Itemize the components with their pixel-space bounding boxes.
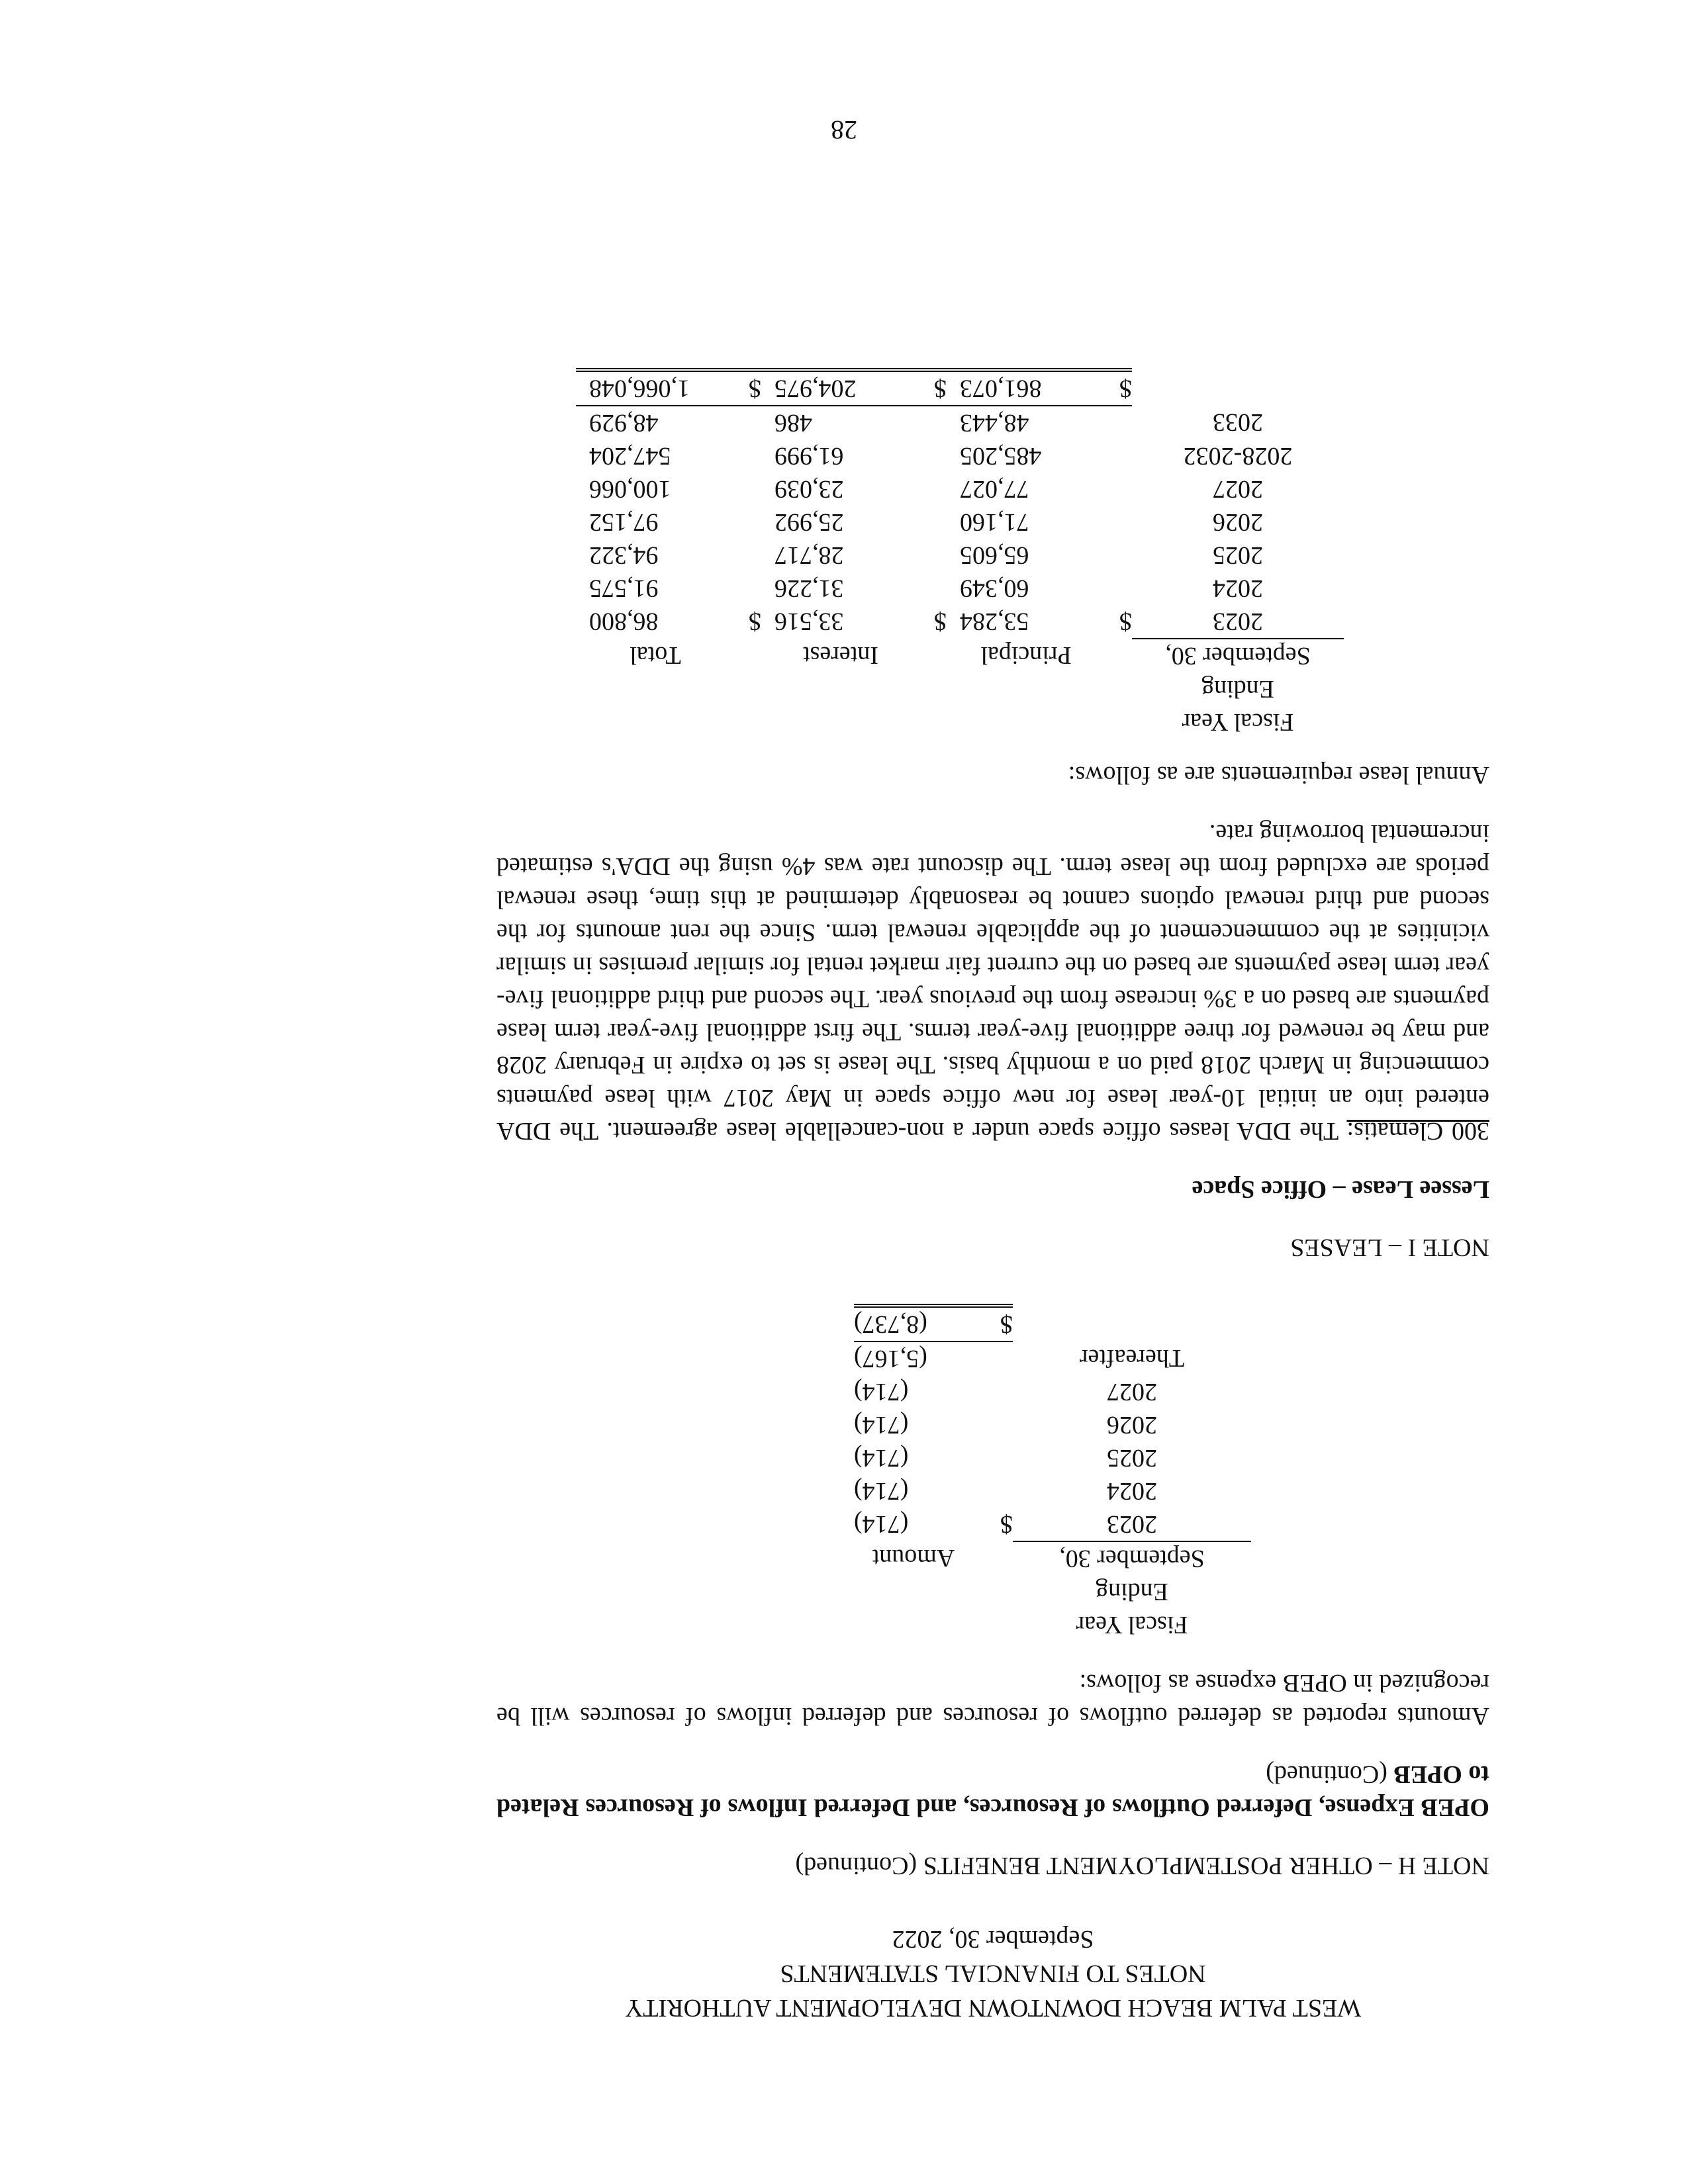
currency-symbol: $ <box>934 608 947 636</box>
lease-interest: 28,717 <box>774 541 844 569</box>
table-row <box>576 473 1344 506</box>
organization-name: WEST PALM BEACH DOWNTOWN DEVELOPMENT AUTHORITY <box>624 1994 1362 2022</box>
opeb-amount: (714) <box>854 1411 909 1439</box>
note-h-title: NOTE H – OTHER POSTEMPLOYMENT BENEFITS (Continued) <box>795 1852 1489 1880</box>
opeb-year: 2025 <box>1107 1444 1157 1472</box>
lease-interest: 486 <box>774 409 812 437</box>
opeb-header-fiscal-year: Fiscal Year <box>1076 1611 1188 1639</box>
table-total-row <box>854 1306 1251 1342</box>
lease-year: 2025 <box>1213 541 1263 569</box>
lease-total: 100,066 <box>589 475 671 503</box>
table-row <box>576 572 1344 605</box>
lease-header-fiscal-year: Fiscal Year <box>1182 708 1294 736</box>
opeb-amount: (714) <box>854 1444 909 1472</box>
table-total-row <box>576 370 1344 406</box>
opeb-header-amount: Amount <box>872 1544 955 1572</box>
lease-header-interest: Interest <box>803 641 878 670</box>
opeb-amount: (714) <box>854 1477 909 1505</box>
lease-principal-total: 861,073 <box>947 370 1092 406</box>
note-i-paragraph-2: Annual lease requirements are as follows: <box>1068 761 1489 789</box>
opeb-total: (8,737) <box>854 1306 973 1342</box>
table-row <box>576 539 1344 572</box>
table-row <box>576 605 1344 639</box>
lease-interest: 25,992 <box>774 508 844 536</box>
table-row <box>854 1375 1251 1408</box>
lease-year: 2023 <box>1213 608 1263 635</box>
opeb-header-ending: Ending <box>1096 1578 1168 1606</box>
currency-symbol: $ <box>1000 1510 1013 1539</box>
table-row <box>854 1408 1251 1441</box>
lease-table <box>576 368 1344 739</box>
currency-symbol: $ <box>1092 370 1132 406</box>
currency-symbol: $ <box>907 370 947 406</box>
lease-principal: 65,605 <box>960 541 1029 569</box>
opeb-amount: (714) <box>854 1510 909 1539</box>
lease-principal: 77,027 <box>960 475 1029 503</box>
lease-total: 94,322 <box>589 541 659 569</box>
lease-interest: 23,039 <box>774 475 844 503</box>
table-row <box>576 406 1344 439</box>
lease-total: 97,152 <box>589 508 659 536</box>
lease-total: 91,575 <box>589 574 659 602</box>
note-h-subheading-text: OPEB Expense, Deferred Outflows of Resources, and Deferred Inflows of Resources Related to OPEB <box>496 1760 1489 1821</box>
note-i-paragraph-label: 300 Clematis: <box>1346 1117 1489 1145</box>
note-h-subheading <box>496 1758 1489 1824</box>
page-number: 28 <box>831 115 857 145</box>
table-row <box>854 1342 1251 1375</box>
lease-year: 2027 <box>1213 475 1263 503</box>
lease-principal: 71,160 <box>960 508 1029 536</box>
note-h-paragraph: Amounts reported as deferred outflows of resources and deferred inflows of resources will be recognized in OPEB expense as follows: <box>496 1669 1489 1730</box>
lease-interest: 33,516 <box>774 608 844 636</box>
lease-header-principal: Principal <box>980 641 1072 670</box>
lease-principal: 48,443 <box>960 409 1029 437</box>
note-i-subheading: Lessee Lease – Office Space <box>1192 1175 1489 1203</box>
lease-principal: 60,349 <box>960 574 1029 602</box>
lease-principal: 485,205 <box>960 442 1042 470</box>
note-h-subheading-suffix: (Continued) <box>1266 1760 1387 1788</box>
opeb-year: 2023 <box>1107 1510 1157 1538</box>
page-content <box>496 368 1489 2025</box>
lease-principal: 53,284 <box>960 608 1029 636</box>
opeb-header-september: September 30, <box>1013 1541 1251 1575</box>
lease-total: 547,204 <box>589 442 671 470</box>
lease-interest-total: 204,975 <box>761 370 907 406</box>
statement-title: NOTES TO FINANCIAL STATEMENTS <box>780 1960 1206 1987</box>
currency-symbol: $ <box>1119 608 1132 636</box>
opeb-year: Thereafter <box>1079 1344 1185 1373</box>
currency-symbol: $ <box>749 608 761 636</box>
note-i-paragraph <box>496 817 1489 1148</box>
lease-header-ending: Ending <box>1201 675 1274 703</box>
lease-header-total: Total <box>630 641 681 670</box>
opeb-amount: (714) <box>854 1378 909 1406</box>
opeb-year: 2027 <box>1107 1378 1157 1406</box>
table-row <box>854 1508 1251 1541</box>
lease-interest: 61,999 <box>774 442 844 470</box>
lease-year: 2024 <box>1213 574 1263 602</box>
table-row <box>576 439 1344 473</box>
currency-symbol: $ <box>722 370 761 406</box>
note-i-paragraph-text: The DDA leases office space under a non-cancellable lease agreement. The DDA entered into an initial 10-year lease for new office space in May 2017 with lease payments commencing in March 2018 paid on a monthly basis. The lease is set to expire in February 2028 and may be renewed for three additional five-year terms. The first additional five-year term lease payments are based on a 3% increase from the previous year. The second and third additional five-year term lease payments are based on the current fair market rental for similar premises in similar vicinities at the commencement of the applicable renewal term. Since the rent amounts for the second and third renewal options cannot be reasonably determined at this time, these renewal periods are excluded from the lease term. The discount rate was 4% using the DDA's estimated incremental borrowing rate. <box>496 819 1489 1145</box>
note-i-title: NOTE I – LEASES <box>1290 1234 1489 1261</box>
lease-year: 2033 <box>1213 408 1263 437</box>
currency-symbol: $ <box>973 1306 1013 1342</box>
opeb-table <box>854 1304 1251 1641</box>
lease-year: 2028-2032 <box>1183 442 1293 470</box>
table-row <box>576 506 1344 539</box>
lease-total: 48,929 <box>589 409 659 437</box>
table-row <box>854 1475 1251 1508</box>
lease-interest: 31,226 <box>774 574 844 602</box>
lease-year: 2026 <box>1213 508 1263 536</box>
lease-header-september: September 30, <box>1132 639 1344 672</box>
lease-grand-total: 1,066,048 <box>576 370 722 406</box>
opeb-amount: (5,167) <box>854 1345 927 1373</box>
lease-total: 86,800 <box>589 608 659 636</box>
table-row <box>854 1441 1251 1475</box>
opeb-year: 2024 <box>1107 1477 1157 1505</box>
document-header <box>496 1922 1489 2025</box>
opeb-year: 2026 <box>1107 1411 1157 1439</box>
statement-date: September 30, 2022 <box>892 1925 1094 1953</box>
